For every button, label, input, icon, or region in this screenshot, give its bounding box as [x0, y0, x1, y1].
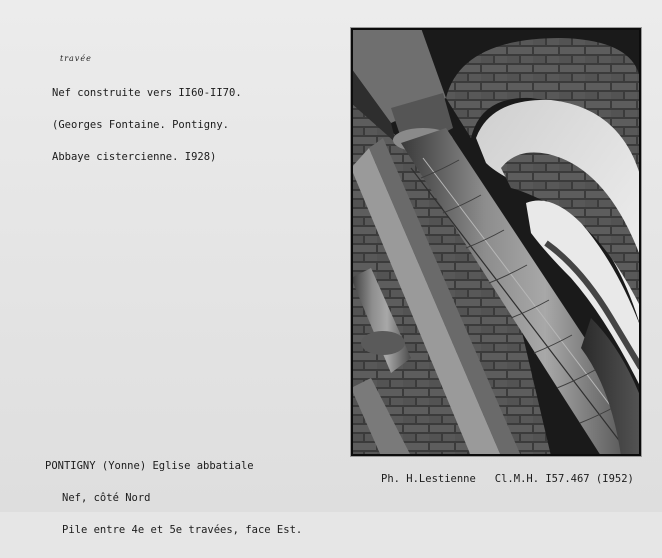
construction-note-line: (Georges Fontaine. Pontigny. [52, 119, 230, 131]
location-caption-line: Nef, côté Nord [62, 492, 151, 504]
photo-image [351, 28, 641, 456]
location-caption-line: PONTIGNY (Yonne) Eglise abbatiale [45, 460, 254, 472]
location-caption [45, 440, 302, 557]
location-caption-line: Pile entre 4e et 5e travées, face Est. [62, 524, 303, 536]
handwritten-annotation: travée [60, 54, 92, 63]
photo-credit: Ph. H.Lestienne Cl.M.H. I57.467 (I952) [381, 473, 634, 485]
architectural-photograph [351, 28, 641, 456]
construction-note-line: Nef construite vers II60-II70. [52, 87, 242, 99]
construction-note [52, 67, 242, 184]
construction-note-line: Abbaye cistercienne. I928) [52, 151, 217, 163]
